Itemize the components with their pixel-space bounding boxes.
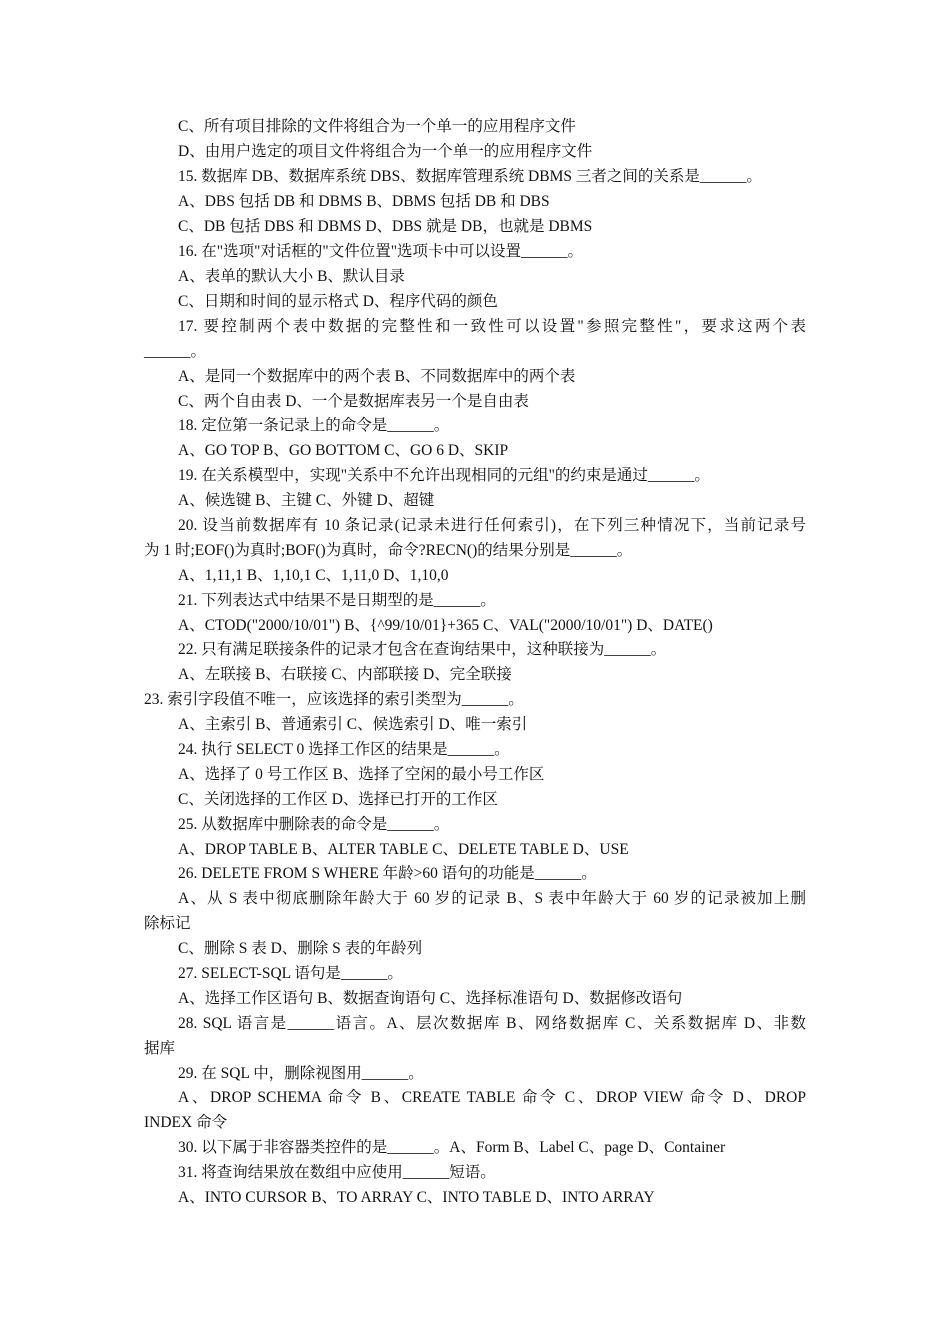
text-line: A、DROP SCHEMA 命令 B、CREATE TABLE 命令 C、DROP VIEW 命令 D、DROP — [178, 1089, 806, 1106]
question-26: 26. DELETE FROM S WHERE 年龄>60 语句的功能是______。 — [178, 865, 597, 882]
text-line: INDEX 命令 — [144, 1114, 228, 1131]
text-line: C、所有项目排除的文件将组合为一个单一的应用程序文件 — [178, 118, 576, 135]
question-15: 15. 数据库 DB、数据库系统 DBS、数据库管理系统 DBMS 三者之间的关系是______。 — [178, 168, 762, 185]
question-29: 29. 在 SQL 中，删除视图用______。 — [178, 1065, 424, 1082]
question-31: 31. 将查询结果放在数组中应使用______短语。 — [178, 1164, 496, 1181]
text-line: A、DROP TABLE B、ALTER TABLE C、DELETE TABLE D、USE — [178, 841, 629, 858]
text-line: 为 1 时;EOF()为真时;BOF()为真时，命令?RECN()的结果分别是______。 — [144, 542, 633, 559]
question-21: 21. 下列表达式中结果不是日期型的是______。 — [178, 592, 496, 609]
question-17: 17. 要控制两个表中数据的完整性和一致性可以设置"参照完整性"，要求这两个表 — [178, 318, 806, 335]
text-line: A、左联接 B、右联接 C、内部联接 D、完全联接 — [178, 666, 512, 683]
text-line: A、DBS 包括 DB 和 DBMS B、DBMS 包括 DB 和 DBS — [178, 193, 550, 210]
text-line: C、删除 S 表 D、删除 S 表的年龄列 — [178, 940, 423, 957]
text-line: A、选择工作区语句 B、数据查询语句 C、选择标准语句 D、数据修改语句 — [178, 990, 683, 1007]
question-23: 23. 索引字段值不唯一，应该选择的索引类型为______。 — [144, 691, 524, 708]
text-line: A、INTO CURSOR B、TO ARRAY C、INTO TABLE D、INTO ARRAY — [178, 1189, 655, 1206]
text-line: A、表单的默认大小 B、默认目录 — [178, 268, 405, 285]
question-19: 19. 在关系模型中，实现"关系中不允许出现相同的元组"的约束是通过______。 — [178, 467, 710, 484]
question-24: 24. 执行 SELECT 0 选择工作区的结果是______。 — [178, 741, 510, 758]
text-line: A、从 S 表中彻底删除年龄大于 60 岁的记录 B、S 表中年龄大于 60 岁的记录被加上删 — [178, 890, 806, 907]
text-line: A、CTOD("2000/10/01") B、{^99/10/01}+365 C、VAL("2000/10/01") D、DATE() — [178, 617, 713, 634]
text-line: D、由用户选定的项目文件将组合为一个单一的应用程序文件 — [178, 143, 593, 160]
question-22: 22. 只有满足联接条件的记录才包含在查询结果中，这种联接为______。 — [178, 641, 667, 658]
question-20: 20. 设当前数据库有 10 条记录(记录未进行任何索引)，在下列三种情况下，当前记录号 — [178, 517, 806, 534]
text-line: C、两个自由表 D、一个是数据库表另一个是自由表 — [178, 393, 529, 410]
text-line: ______。 — [144, 343, 207, 360]
text-line: A、是同一个数据库中的两个表 B、不同数据库中的两个表 — [178, 368, 576, 385]
text-line: C、日期和时间的显示格式 D、程序代码的颜色 — [178, 293, 498, 310]
question-18: 18. 定位第一条记录上的命令是______。 — [178, 417, 450, 434]
question-28: 28. SQL 语言是______语言。A、层次数据库 B、网络数据库 C、关系数据库 D、非数 — [178, 1015, 806, 1032]
text-line: 据库 — [144, 1040, 176, 1057]
text-line: C、关闭选择的工作区 D、选择已打开的工作区 — [178, 791, 498, 808]
text-line: A、候选键 B、主键 C、外键 D、超键 — [178, 492, 435, 509]
question-25: 25. 从数据库中删除表的命令是______。 — [178, 816, 450, 833]
text-line: A、主索引 B、普通索引 C、候选索引 D、唯一索引 — [178, 716, 528, 733]
text-line: A、选择了 0 号工作区 B、选择了空闲的最小号工作区 — [178, 766, 545, 783]
question-16: 16. 在"选项"对话框的"文件位置"选项卡中可以设置______。 — [178, 243, 584, 260]
text-line: A、GO TOP B、GO BOTTOM C、GO 6 D、SKIP — [178, 442, 509, 459]
text-line: C、DB 包括 DBS 和 DBMS D、DBS 就是 DB，也就是 DBMS — [178, 218, 593, 235]
question-27: 27. SELECT-SQL 语句是______。 — [178, 965, 403, 982]
text-line: 除标记 — [144, 915, 191, 932]
text-line: A、1,11,1 B、1,10,1 C、1,11,0 D、1,10,0 — [178, 567, 449, 584]
question-30: 30. 以下属于非容器类控件的是______。A、Form B、Label C、page D、Container — [178, 1139, 726, 1156]
